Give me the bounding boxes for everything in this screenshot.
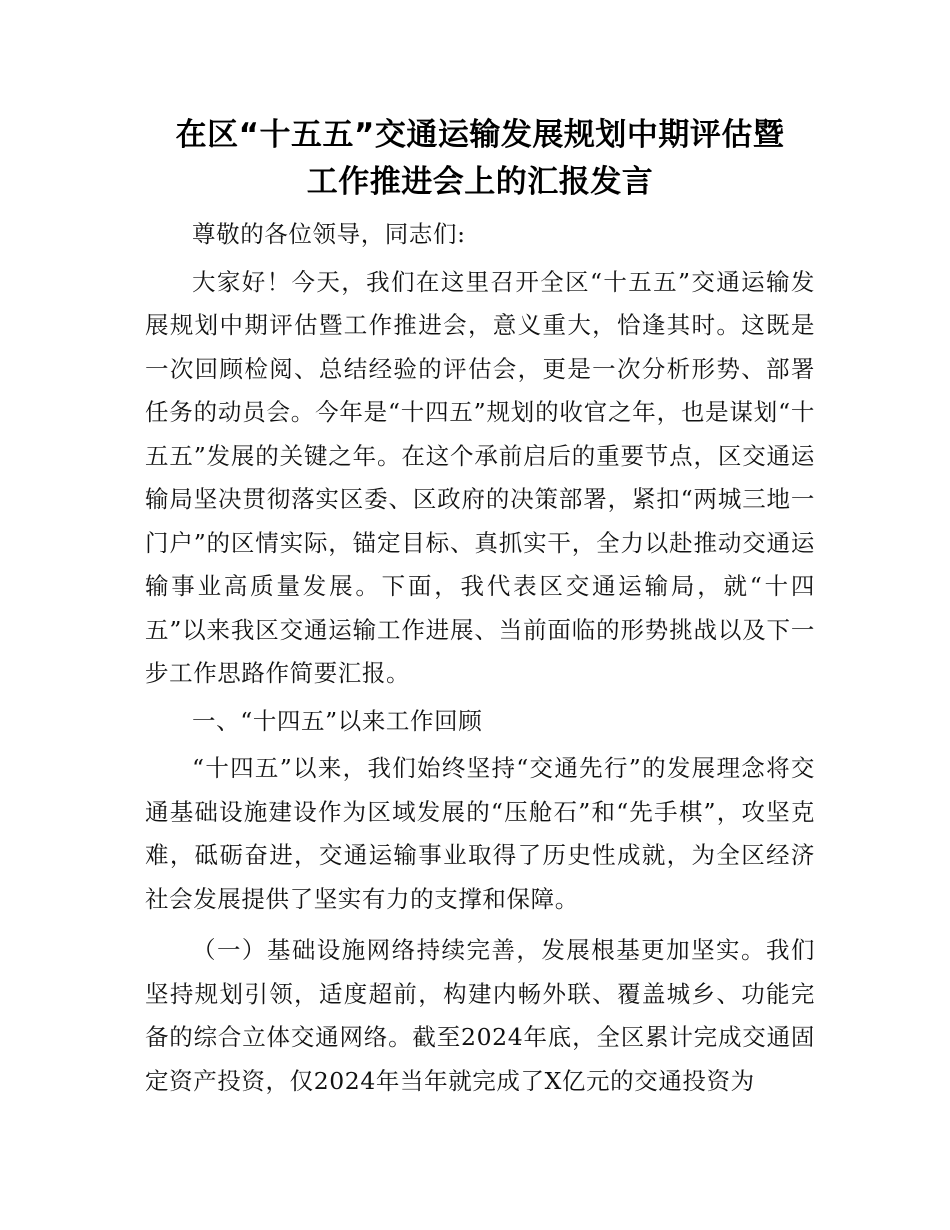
paragraph-review-intro: “十四五”以来，我们始终坚持“交通先行”的发展理念将交通基础设施建设作为区域发展的“压舱石”和“先手棋”，攻坚克难，砥砺奋进，交通运输事业取得了历史性成就，为全区经济社会发展提供了坚实有力的支撑和保障。 bbox=[145, 754, 815, 913]
paragraph-opening: 大家好！今天，我们在这里召开全区“十五五”交通运输发展规划中期评估暨工作推进会，意义重大，恰逢其时。这既是一次回顾检阅、总结经验的评估会，更是一次分析形势、部署任务的动员会。今年是“十四五”规划的收官之年，也是谋划“十五五”发展的关键之年。在这个承前启后的重要节点，区交通运输局坚决贯彻落实区委、区政府的决策部署，紧扣“两城三地一门户”的区情实际，锚定目标、真抓实干，全力以赴推动交通运输事业高质量发展。下面，我代表区交通运输局，就“十四五”以来我区交通运输工作进展、当前面临的形势挑战以及下一步工作思路作简要汇报。 bbox=[145, 267, 815, 687]
document-title bbox=[145, 112, 815, 206]
document-page bbox=[145, 112, 815, 1103]
document-body bbox=[145, 213, 815, 1103]
paragraph-infrastructure: （一）基础设施网络持续完善，发展根基更加坚实。我们坚持规划引领，适度超前，构建内畅外联、覆盖城乡、功能完备的综合立体交通网络。截至2024年底，全区累计完成交通固定资产投资，仅2024年当年就完成了X亿元的交通投资为 bbox=[145, 936, 815, 1095]
salutation: 尊敬的各位领导，同志们: bbox=[192, 220, 466, 248]
title-line-2: 工作推进会上的汇报发言 bbox=[306, 164, 654, 200]
title-line-1: 在区“十五五”交通运输发展规划中期评估暨 bbox=[175, 117, 785, 153]
section-heading-review: 一、“十四五”以来工作回顾 bbox=[192, 706, 483, 735]
